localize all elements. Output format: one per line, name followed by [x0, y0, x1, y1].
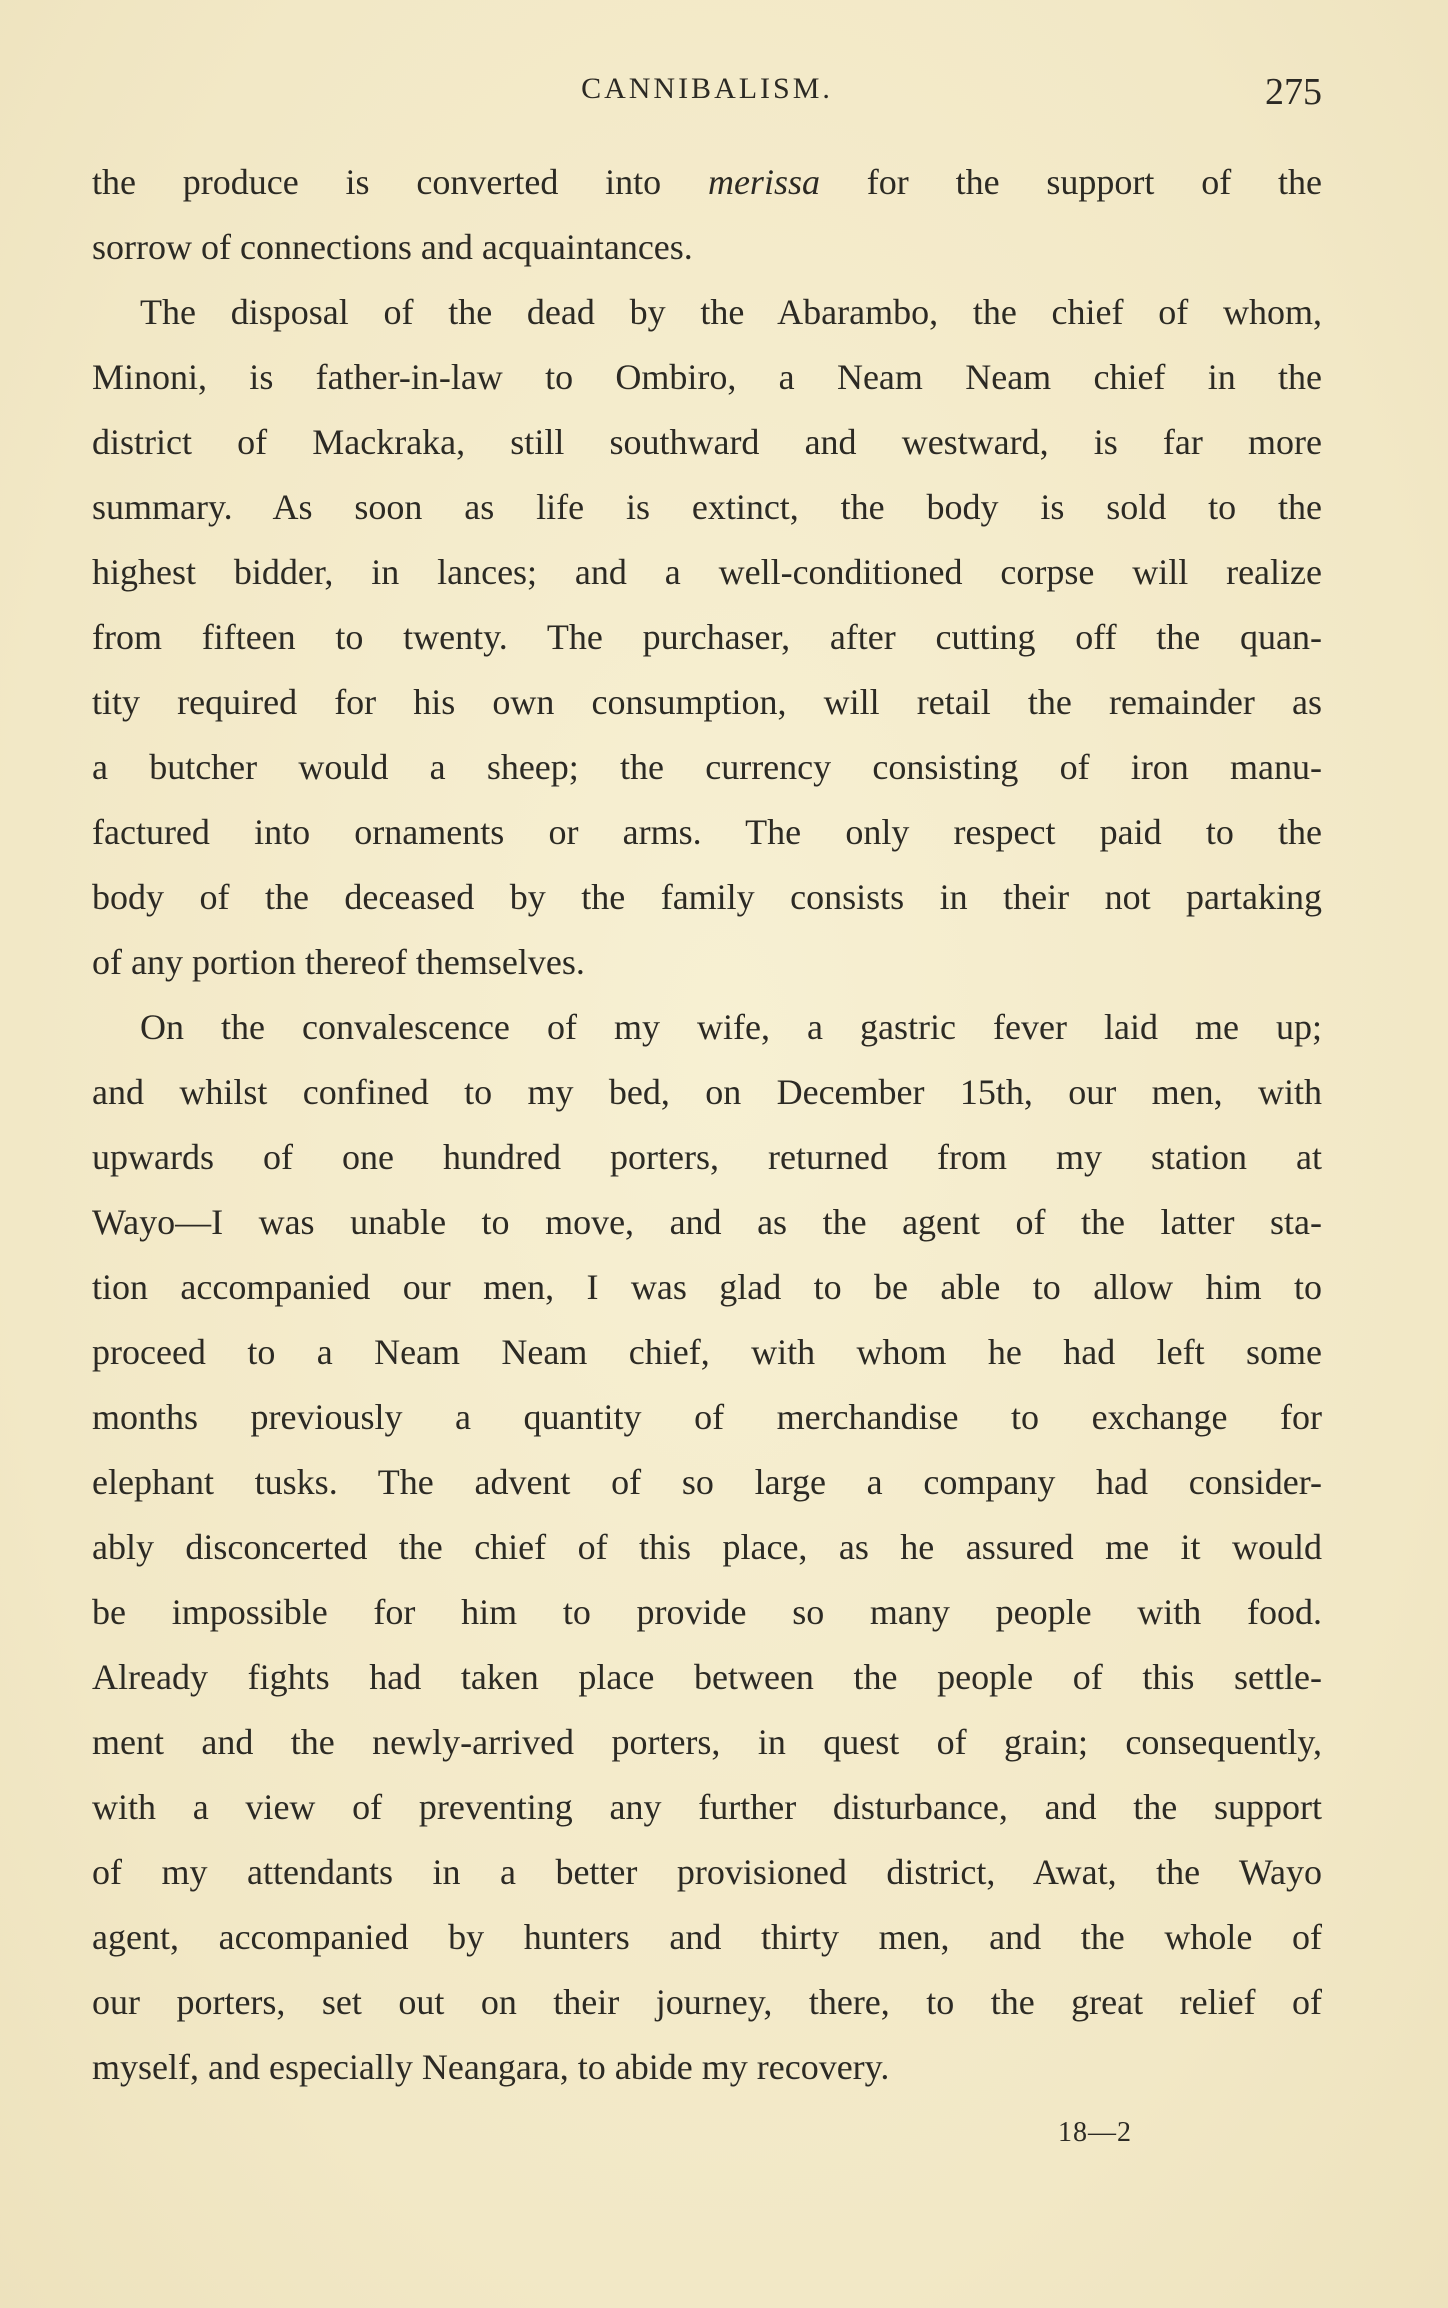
- text-line: [92, 280, 1322, 345]
- text-line: [92, 345, 1322, 410]
- text-segment: the produce is converted into: [92, 162, 708, 202]
- text-line: [92, 1645, 1322, 1710]
- text-segment: ably disconcerted the chief of this place, as he assured me it would: [92, 1527, 1322, 1567]
- text-segment: highest bidder, in lances; and a well-conditioned corpse will realize: [92, 552, 1322, 592]
- text-segment: agent, accompanied by hunters and thirty men, and the whole of: [92, 1917, 1322, 1957]
- text-line: [92, 865, 1322, 930]
- text-segment: body of the deceased by the family consists in their not partaking: [92, 877, 1322, 917]
- text-line: [92, 1255, 1322, 1320]
- text-segment: summary. As soon as life is extinct, the body is sold to the: [92, 487, 1322, 527]
- text-segment: Already fights had taken place between the people of this settle-: [92, 1657, 1322, 1697]
- text-segment: from fifteen to twenty. The purchaser, after cutting off the quan-: [92, 617, 1322, 657]
- text-line: [92, 410, 1322, 475]
- text-segment: Minoni, is father-in-law to Ombiro, a Neam Neam chief in the: [92, 357, 1322, 397]
- text-line: [92, 1060, 1322, 1125]
- text-segment: The disposal of the dead by the Abarambo, the chief of whom,: [140, 292, 1322, 332]
- text-segment: our porters, set out on their journey, there, to the great relief of: [92, 1982, 1322, 2022]
- text-segment: tion accompanied our men, I was glad to be able to allow him to: [92, 1267, 1322, 1307]
- text-segment: myself, and especially Neangara, to abide my recovery.: [92, 2047, 890, 2087]
- text-line: [92, 150, 1322, 215]
- text-line: [92, 1580, 1322, 1645]
- text-segment: months previously a quantity of merchandise to exchange for: [92, 1397, 1322, 1437]
- text-line: [92, 670, 1322, 735]
- text-segment: for the support of the: [819, 162, 1322, 202]
- text-line: [92, 1450, 1322, 1515]
- running-title: CANNIBALISM.: [581, 72, 833, 105]
- text-segment: On the convalescence of my wife, a gastric fever laid me up;: [140, 1007, 1322, 1047]
- text-segment: upwards of one hundred porters, returned from my station at: [92, 1137, 1322, 1177]
- text-line: [92, 1385, 1322, 1450]
- text-segment: be impossible for him to provide so many people with food.: [92, 1592, 1322, 1632]
- text-segment: of my attendants in a better provisioned district, Awat, the Wayo: [92, 1852, 1322, 1892]
- text-line: [92, 1775, 1322, 1840]
- text-line: [92, 1970, 1322, 2035]
- running-head: [92, 72, 1322, 122]
- text-line: [92, 215, 1322, 280]
- text-segment: with a view of preventing any further disturbance, and the support: [92, 1787, 1322, 1827]
- signature-mark: 18—2: [1058, 2117, 1132, 2148]
- text-line: [92, 735, 1322, 800]
- text-segment: ment and the newly-arrived porters, in quest of grain; consequently,: [92, 1722, 1322, 1762]
- text-line: [92, 605, 1322, 670]
- text-line: [92, 475, 1322, 540]
- text-line: [92, 800, 1322, 865]
- text-line: [92, 1320, 1322, 1385]
- text-segment: tity required for his own consumption, will retail the remainder as: [92, 682, 1322, 722]
- text-segment: proceed to a Neam Neam chief, with whom he had left some: [92, 1332, 1322, 1372]
- text-segment: of any portion thereof themselves.: [92, 942, 585, 982]
- text-line: [92, 930, 1322, 995]
- text-segment: and whilst confined to my bed, on December 15th, our men, with: [92, 1072, 1322, 1112]
- text-line: [92, 540, 1322, 605]
- text-line: [92, 1190, 1322, 1255]
- text-segment: factured into ornaments or arms. The only respect paid to the: [92, 812, 1322, 852]
- text-segment: district of Mackraka, still southward and westward, is far more: [92, 422, 1322, 462]
- text-segment: sorrow of connections and acquaintances.: [92, 227, 693, 267]
- text-line: [92, 1905, 1322, 1970]
- text-line: [92, 995, 1322, 1060]
- italic-term: merissa: [707, 162, 820, 202]
- text-line: [92, 1840, 1322, 1905]
- text-line: [92, 1125, 1322, 1190]
- text-line: [92, 2035, 1322, 2100]
- text-segment: elephant tusks. The advent of so large a company had consider-: [92, 1462, 1322, 1502]
- body-text: [92, 150, 1322, 2100]
- text-segment: Wayo—I was unable to move, and as the agent of the latter sta-: [92, 1202, 1322, 1242]
- text-line: [92, 1515, 1322, 1580]
- text-segment: a butcher would a sheep; the currency consisting of iron manu-: [92, 747, 1322, 787]
- page-number: 275: [1265, 71, 1322, 113]
- text-line: [92, 1710, 1322, 1775]
